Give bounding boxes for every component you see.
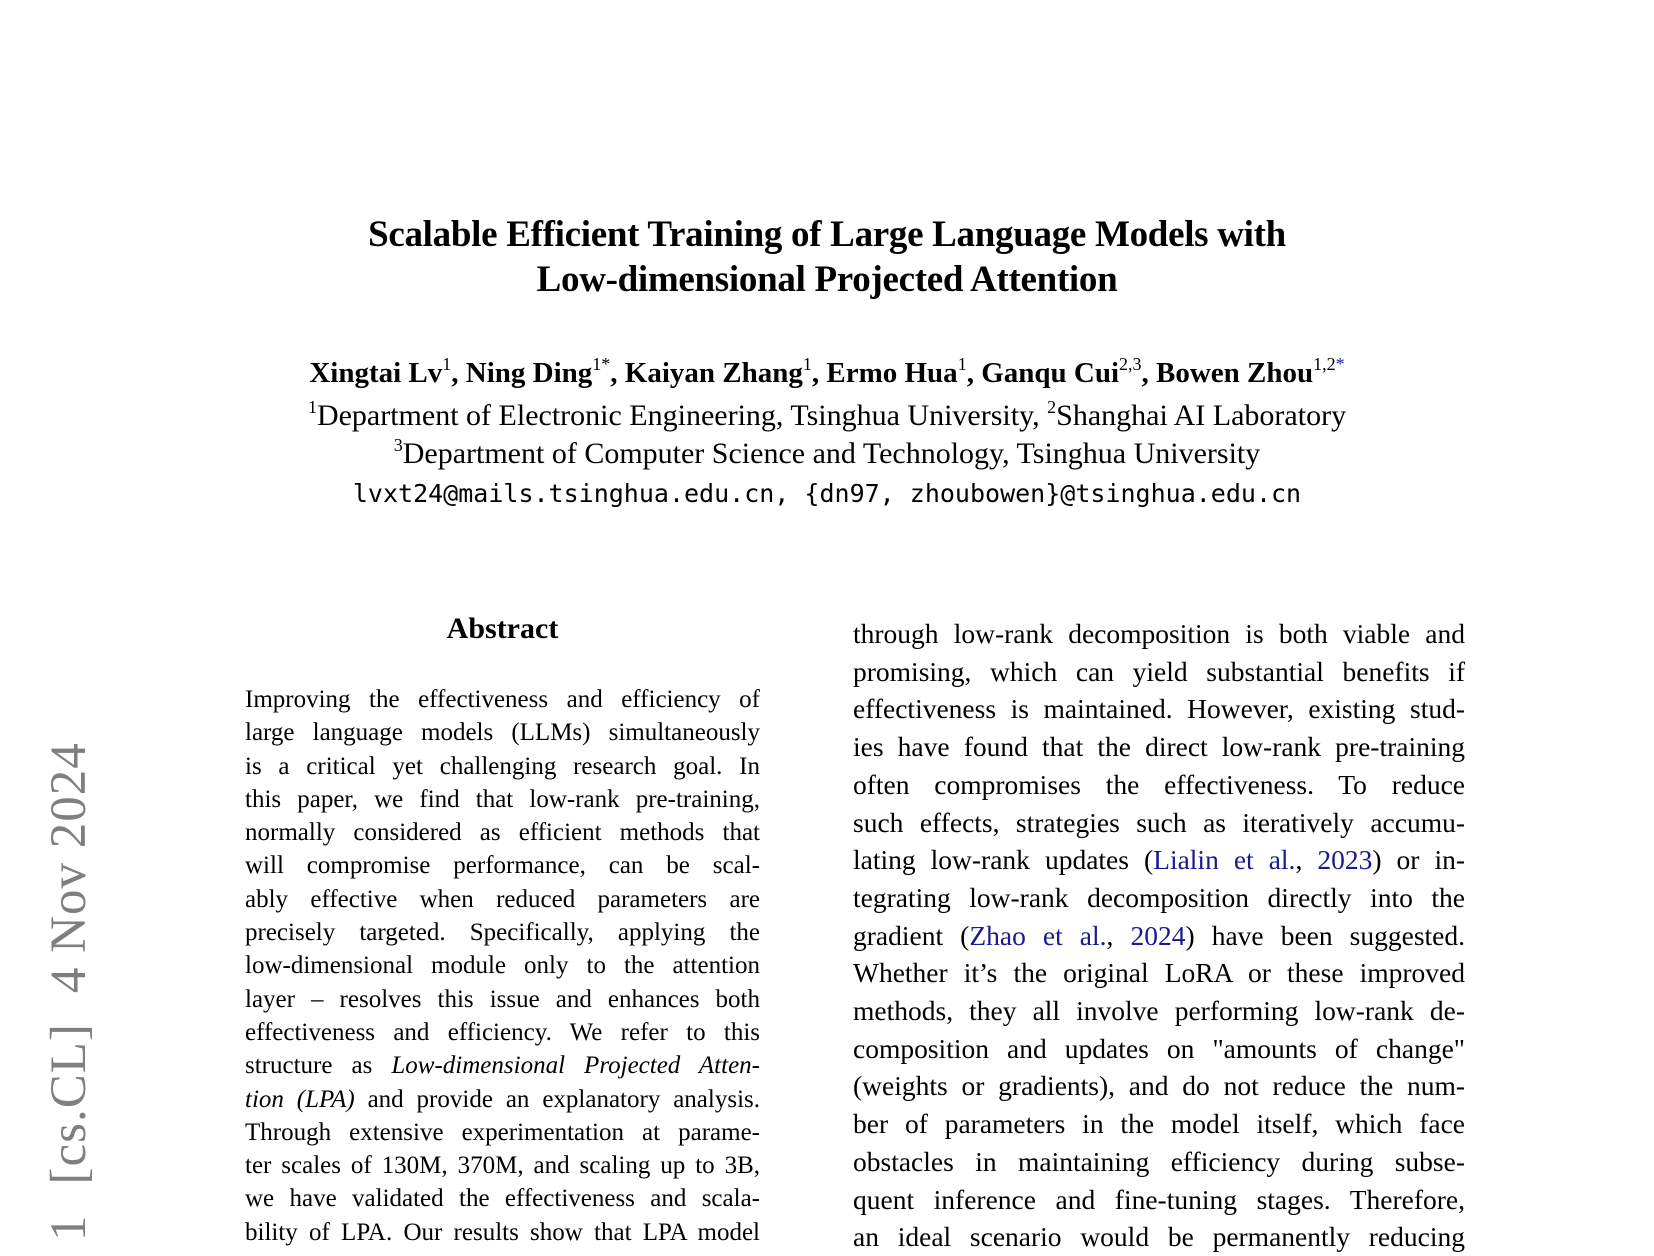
- body-line: quent inference and fine-tuning stages. Therefore,: [853, 1183, 1465, 1215]
- author-name: Kaiyan Zhang: [624, 357, 803, 389]
- abstract-line: low-dimensional module only to the attention: [245, 952, 760, 980]
- body-line: composition and updates on "amounts of change": [853, 1032, 1465, 1064]
- abstract-line: [245, 1049, 760, 1082]
- body-line: [853, 917, 1465, 955]
- text-span: ) or in-: [1372, 844, 1466, 876]
- body-line: such effects, strategies such as iteratively accumu-: [853, 806, 1465, 838]
- abstract-line: Improving the effectiveness and efficiency of: [245, 686, 760, 713]
- text-span: lating low-rank updates (: [853, 844, 1154, 876]
- author-list: Xingtai Lv$^1$, Ning Ding$^{1*}$, Kaiyan Zhang$^1$, Ermo Hua$^1$, Ganqu Cui$^{2,3}$, Bowen Zhou$^{1,2*}$: [309, 354, 1345, 389]
- abstract-line: ter scales of 130M, 370M, and scaling up to 3B,: [245, 1152, 760, 1180]
- body-line: often compromises the effectiveness. To reduce: [853, 768, 1465, 800]
- abstract-line: layer – resolves this issue and enhances both: [245, 985, 760, 1013]
- affiliation-text: Shanghai AI Laboratory: [1056, 399, 1347, 432]
- text-span: gradient (: [853, 919, 970, 951]
- text-span: ,: [1106, 919, 1131, 951]
- author-affiliation-mark: 1: [957, 354, 967, 374]
- abstract-line: normally considered as efficient methods that: [245, 819, 760, 847]
- abstract-line: large language models (LLMs) simultaneously: [245, 719, 760, 747]
- body-line: tegrating low-rank decomposition directly into the: [853, 881, 1465, 913]
- abstract-line: bility of LPA. Our results show that LPA model: [245, 1218, 760, 1246]
- affiliation-numbers: 1,2: [1313, 354, 1336, 374]
- abstract-line: we have validated the effectiveness and scala-: [245, 1185, 760, 1213]
- author-affiliation-mark: 1: [442, 354, 452, 374]
- affiliation-mark: 2: [1047, 397, 1057, 417]
- author-affiliation-mark: 1: [802, 354, 812, 374]
- body-line: through low-rank decomposition is both viable and: [853, 618, 1465, 649]
- affiliation-line-1: [0, 398, 1654, 434]
- citation-year-link[interactable]: 2023: [1317, 844, 1373, 876]
- abstract-line: Through extensive experimentation at parame-: [245, 1118, 760, 1146]
- method-name-italic: Low-dimensional Projected Atten-: [391, 1052, 760, 1080]
- abstract-line: [245, 1083, 760, 1116]
- title-line-2: Low-dimensional Projected Attention: [536, 259, 1118, 300]
- abstract-line: will compromise performance, can be scal-: [245, 852, 760, 880]
- abstract-line: precisely targeted. Specifically, applying the: [245, 919, 760, 947]
- introduction-column: [853, 615, 1465, 1256]
- text-span: ) have been suggested.: [1185, 919, 1466, 951]
- abstract-heading: Abstract: [446, 612, 559, 645]
- abstract-line: is a critical yet challenging research goal. In: [245, 752, 760, 780]
- arxiv-category: [cs.CL]: [41, 1023, 97, 1185]
- affiliation-line-2: [0, 436, 1654, 472]
- author-name: Ermo Hua: [826, 357, 958, 389]
- affiliation-mark: 3: [393, 435, 403, 455]
- body-line: ies have found that the direct low-rank pre-training: [853, 731, 1465, 763]
- text-span: ,: [1295, 844, 1318, 876]
- body-line: promising, which can yield substantial benefits if: [853, 655, 1465, 687]
- body-line: [853, 841, 1465, 879]
- abstract-line: effectiveness and efficiency. We refer to this: [245, 1018, 760, 1046]
- citation-link-lialin[interactable]: Lialin et al.: [1153, 844, 1296, 876]
- text-span: structure as: [245, 1052, 392, 1080]
- abstract-body: [245, 683, 760, 1249]
- author-emails: lvxt24@mails.tsinghua.edu.cn, {dn97, zhoubowen}@tsinghua.edu.cn: [352, 479, 1302, 508]
- citation-link-zhao[interactable]: Zhao et al.: [969, 919, 1107, 951]
- author-affiliation-mark: 2,3: [1119, 354, 1142, 374]
- paper-title: [0, 212, 1654, 302]
- author-name: Bowen Zhou: [1156, 357, 1314, 389]
- author-affiliation-mark: [1313, 354, 1345, 374]
- arxiv-identifier-stamp: [41, 712, 97, 1241]
- body-line: ber of parameters in the model itself, which face: [853, 1108, 1465, 1140]
- affiliation-text: Department of Computer Science and Technology, Tsinghua University: [402, 437, 1261, 470]
- body-line: effectiveness is maintained. However, existing stud-: [853, 693, 1465, 725]
- citation-year-link[interactable]: 2024: [1130, 919, 1186, 951]
- title-line-1: Scalable Efficient Training of Large Language Models with: [368, 214, 1286, 255]
- affiliation-mark: 1: [307, 397, 317, 417]
- body-line: an ideal scenario would be permanently reducing: [853, 1221, 1465, 1253]
- body-line: methods, they all involve performing low-rank de-: [853, 995, 1465, 1027]
- method-name-italic: tion (LPA): [245, 1085, 355, 1113]
- text-span: and provide an explanatory analysis.: [354, 1085, 761, 1113]
- author-name: Ganqu Cui: [981, 357, 1120, 389]
- affiliation-text: Department of Electronic Engineering, Tsinghua University,: [316, 399, 1048, 432]
- abstract-line: ably effective when reduced parameters are: [245, 885, 760, 913]
- author-name: Xingtai Lv: [309, 357, 443, 389]
- arxiv-date: 4 Nov 2024: [41, 742, 97, 994]
- body-line: Whether it’s the original LoRA or these improved: [853, 957, 1465, 989]
- arxiv-id-fragment: 1: [41, 1214, 97, 1241]
- author-name: Ning Ding: [465, 357, 593, 389]
- corresponding-author-link[interactable]: *: [1335, 354, 1345, 374]
- body-line: (weights or gradients), and do not reduce the num-: [853, 1070, 1465, 1102]
- author-affiliation-mark: 1*: [592, 354, 611, 374]
- abstract-line: this paper, we find that low-rank pre-training,: [245, 785, 760, 813]
- body-line: obstacles in maintaining efficiency during subse-: [853, 1145, 1465, 1177]
